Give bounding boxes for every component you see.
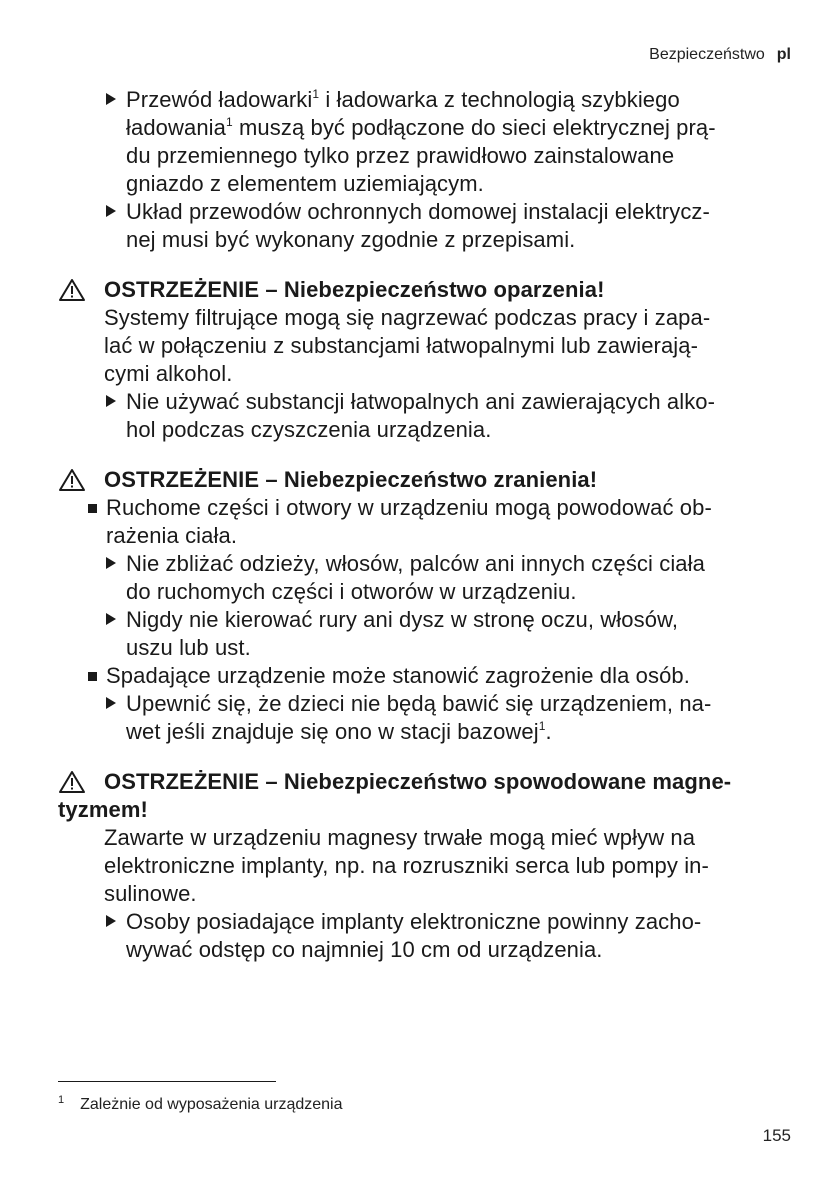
bullet-square-icon (88, 672, 97, 681)
running-header (649, 46, 791, 64)
step-item: Nie zbliżać odzieży, włosów, palców ani innych części ciała do ruchomych części i otworów w urządzeniu. (58, 550, 788, 606)
step-arrow-icon (106, 915, 116, 927)
step-item: Osoby posiadające implanty elektroniczne powinny zacho- wywać odstęp co najmniej 10 cm od urządzenia. (58, 908, 788, 964)
footnote-ref: 1 (225, 115, 233, 129)
step-arrow-icon (106, 395, 116, 407)
footnote-ref: 1 (312, 87, 320, 101)
footnote-divider (58, 1081, 276, 1082)
bullet-square-icon (88, 504, 97, 513)
page-number: 155 (762, 1126, 791, 1145)
text-line: du przemiennego tylko przez prawidłowo zainstalowane (126, 143, 675, 168)
warning-description: Zawarte w urządzeniu magnesy trwałe mogą mieć wpływ na elektroniczne implanty, np. na rozruszniki serca lub pompy in- sulinowe. (104, 825, 709, 906)
step-item: Nie używać substancji łatwopalnych ani zawierających alko- hol podczas czyszczenia urządzenia. (58, 388, 788, 444)
step-arrow-icon (106, 557, 116, 569)
bullet-item: Ruchome części i otwory w urządzeniu mogą powodować ob- rażenia ciała. (58, 494, 788, 550)
step-arrow-icon (106, 93, 116, 105)
step-item (58, 198, 788, 254)
section-title: Bezpieczeństwo (649, 46, 765, 63)
step-arrow-icon (106, 697, 116, 709)
footnote (58, 1094, 343, 1114)
warning-heading: OSTRZEŻENIE – Niebezpieczeństwo spowodowane magne- tyzmem! (58, 769, 732, 822)
step-item: Upewnić się, że dzieci nie będą bawić się urządzeniem, na- wet jeśli znajduje się ono w stacji bazowej$^1$. (58, 690, 788, 746)
footnote-number: 1 (58, 1094, 65, 1106)
warning-heading: OSTRZEŻENIE – Niebezpieczeństwo oparzenia! (58, 276, 788, 304)
footnote-ref: 1 (538, 719, 546, 733)
warning-description: Systemy filtrujące mogą się nagrzewać podczas pracy i zapa- lać w połączeniu z substancjami łatwopalnymi lub zawierają- cymi alkohol. (104, 305, 711, 386)
text-line: gniazdo z elementem uziemiającym. (126, 171, 484, 196)
text-line: nej musi być wykonany zgodnie z przepisami. (126, 227, 576, 252)
warning-triangle-icon (58, 770, 86, 794)
language-code: pl (776, 46, 791, 63)
step-item: Nigdy nie kierować rury ani dysz w stronę oczu, włosów, uszu lub ust. (58, 606, 788, 662)
text-line: ładowania$^1$ muszą być podłączone do sieci elektrycznej prą- (126, 115, 716, 140)
warning-triangle-icon (58, 278, 86, 302)
text-line: Układ przewodów ochronnych domowej instalacji elektrycz- (126, 199, 710, 224)
page-content (58, 86, 788, 964)
footnote-text: Zależnie od wyposażenia urządzenia (80, 1096, 343, 1113)
bullet-item: Spadające urządzenie może stanowić zagrożenie dla osób. (58, 662, 788, 690)
warning-heading: OSTRZEŻENIE – Niebezpieczeństwo zranienia! (58, 466, 788, 494)
warning-triangle-icon (58, 468, 86, 492)
step-item (58, 86, 788, 198)
step-arrow-icon (106, 205, 116, 217)
step-arrow-icon (106, 613, 116, 625)
text-line: Przewód ładowarki$^1$ i ładowarka z technologią szybkiego (126, 87, 680, 112)
